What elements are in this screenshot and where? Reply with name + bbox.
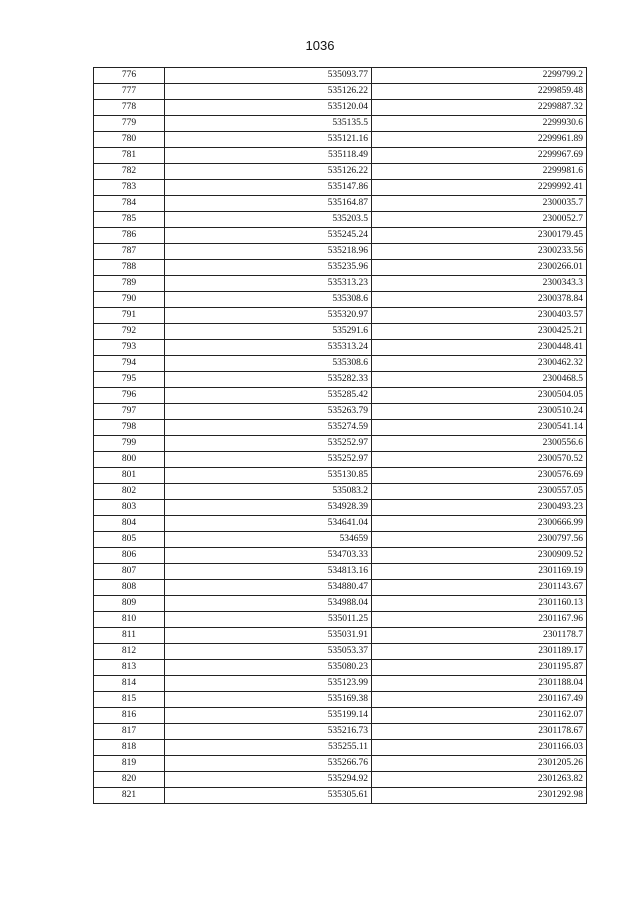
y-coordinate-cell: 2300468.5 bbox=[372, 372, 587, 388]
x-coordinate-cell: 535126.22 bbox=[165, 164, 372, 180]
point-number-cell: 819 bbox=[94, 756, 165, 772]
table-row bbox=[94, 548, 587, 564]
y-coordinate-cell: 2300343.3 bbox=[372, 276, 587, 292]
point-number-cell: 807 bbox=[94, 564, 165, 580]
y-coordinate-cell: 2300576.69 bbox=[372, 468, 587, 484]
x-coordinate-cell: 535294.92 bbox=[165, 772, 372, 788]
y-coordinate-cell: 2300493.23 bbox=[372, 500, 587, 516]
point-number-cell: 791 bbox=[94, 308, 165, 324]
point-number-cell: 809 bbox=[94, 596, 165, 612]
y-coordinate-cell: 2300909.52 bbox=[372, 548, 587, 564]
x-coordinate-cell: 534641.04 bbox=[165, 516, 372, 532]
table-row bbox=[94, 100, 587, 116]
point-number-cell: 782 bbox=[94, 164, 165, 180]
table-row bbox=[94, 116, 587, 132]
point-number-cell: 806 bbox=[94, 548, 165, 564]
y-coordinate-cell: 2299981.6 bbox=[372, 164, 587, 180]
point-number-cell: 788 bbox=[94, 260, 165, 276]
point-number-cell: 810 bbox=[94, 612, 165, 628]
point-number-cell: 805 bbox=[94, 532, 165, 548]
x-coordinate-cell: 535308.6 bbox=[165, 356, 372, 372]
point-number-cell: 784 bbox=[94, 196, 165, 212]
point-number-cell: 778 bbox=[94, 100, 165, 116]
y-coordinate-cell: 2301178.67 bbox=[372, 724, 587, 740]
x-coordinate-cell: 535093.77 bbox=[165, 68, 372, 84]
x-coordinate-cell: 535031.91 bbox=[165, 628, 372, 644]
y-coordinate-cell: 2301189.17 bbox=[372, 644, 587, 660]
x-coordinate-cell: 535203.5 bbox=[165, 212, 372, 228]
point-number-cell: 776 bbox=[94, 68, 165, 84]
y-coordinate-cell: 2301160.13 bbox=[372, 596, 587, 612]
y-coordinate-cell: 2300570.52 bbox=[372, 452, 587, 468]
table-row bbox=[94, 276, 587, 292]
x-coordinate-cell: 535080.23 bbox=[165, 660, 372, 676]
table-row bbox=[94, 692, 587, 708]
table-row bbox=[94, 404, 587, 420]
table-row bbox=[94, 644, 587, 660]
table-row bbox=[94, 788, 587, 804]
x-coordinate-cell: 535169.38 bbox=[165, 692, 372, 708]
point-number-cell: 817 bbox=[94, 724, 165, 740]
x-coordinate-cell: 535120.04 bbox=[165, 100, 372, 116]
y-coordinate-cell: 2301162.07 bbox=[372, 708, 587, 724]
table-row bbox=[94, 564, 587, 580]
x-coordinate-cell: 535218.96 bbox=[165, 244, 372, 260]
coordinates-table bbox=[93, 67, 587, 804]
y-coordinate-cell: 2300403.57 bbox=[372, 308, 587, 324]
table-row bbox=[94, 260, 587, 276]
table-body bbox=[94, 68, 587, 804]
x-coordinate-cell: 535320.97 bbox=[165, 308, 372, 324]
table-row bbox=[94, 740, 587, 756]
y-coordinate-cell: 2300448.41 bbox=[372, 340, 587, 356]
x-coordinate-cell: 535291.6 bbox=[165, 324, 372, 340]
y-coordinate-cell: 2300556.6 bbox=[372, 436, 587, 452]
table-row bbox=[94, 244, 587, 260]
point-number-cell: 821 bbox=[94, 788, 165, 804]
table-row bbox=[94, 132, 587, 148]
table-row bbox=[94, 196, 587, 212]
table-row bbox=[94, 756, 587, 772]
table-row bbox=[94, 516, 587, 532]
x-coordinate-cell: 535313.24 bbox=[165, 340, 372, 356]
table-row bbox=[94, 148, 587, 164]
x-coordinate-cell: 535011.25 bbox=[165, 612, 372, 628]
point-number-cell: 793 bbox=[94, 340, 165, 356]
x-coordinate-cell: 535118.49 bbox=[165, 148, 372, 164]
point-number-cell: 796 bbox=[94, 388, 165, 404]
table-row bbox=[94, 68, 587, 84]
x-coordinate-cell: 535285.42 bbox=[165, 388, 372, 404]
table-row bbox=[94, 724, 587, 740]
table-row bbox=[94, 532, 587, 548]
y-coordinate-cell: 2301178.7 bbox=[372, 628, 587, 644]
y-coordinate-cell: 2300557.05 bbox=[372, 484, 587, 500]
x-coordinate-cell: 535121.16 bbox=[165, 132, 372, 148]
x-coordinate-cell: 535245.24 bbox=[165, 228, 372, 244]
table-row bbox=[94, 340, 587, 356]
point-number-cell: 777 bbox=[94, 84, 165, 100]
table-row bbox=[94, 436, 587, 452]
y-coordinate-cell: 2301292.98 bbox=[372, 788, 587, 804]
x-coordinate-cell: 535252.97 bbox=[165, 452, 372, 468]
y-coordinate-cell: 2301205.26 bbox=[372, 756, 587, 772]
page-number: 1036 bbox=[305, 38, 335, 53]
table-row bbox=[94, 84, 587, 100]
y-coordinate-cell: 2299799.2 bbox=[372, 68, 587, 84]
table-row bbox=[94, 164, 587, 180]
table-row bbox=[94, 452, 587, 468]
point-number-cell: 785 bbox=[94, 212, 165, 228]
y-coordinate-cell: 2300425.21 bbox=[372, 324, 587, 340]
point-number-cell: 795 bbox=[94, 372, 165, 388]
y-coordinate-cell: 2300504.05 bbox=[372, 388, 587, 404]
x-coordinate-cell: 535274.59 bbox=[165, 420, 372, 436]
x-coordinate-cell: 535282.33 bbox=[165, 372, 372, 388]
x-coordinate-cell: 534659 bbox=[165, 532, 372, 548]
point-number-cell: 798 bbox=[94, 420, 165, 436]
x-coordinate-cell: 535083.2 bbox=[165, 484, 372, 500]
y-coordinate-cell: 2300233.56 bbox=[372, 244, 587, 260]
x-coordinate-cell: 535216.73 bbox=[165, 724, 372, 740]
y-coordinate-cell: 2299859.48 bbox=[372, 84, 587, 100]
point-number-cell: 820 bbox=[94, 772, 165, 788]
point-number-cell: 811 bbox=[94, 628, 165, 644]
point-number-cell: 787 bbox=[94, 244, 165, 260]
table-row bbox=[94, 372, 587, 388]
point-number-cell: 801 bbox=[94, 468, 165, 484]
y-coordinate-cell: 2301167.96 bbox=[372, 612, 587, 628]
y-coordinate-cell: 2299967.69 bbox=[372, 148, 587, 164]
table-row bbox=[94, 580, 587, 596]
x-coordinate-cell: 535235.96 bbox=[165, 260, 372, 276]
table-row bbox=[94, 420, 587, 436]
x-coordinate-cell: 535053.37 bbox=[165, 644, 372, 660]
point-number-cell: 781 bbox=[94, 148, 165, 164]
y-coordinate-cell: 2300666.99 bbox=[372, 516, 587, 532]
table-row bbox=[94, 388, 587, 404]
x-coordinate-cell: 535313.23 bbox=[165, 276, 372, 292]
table-row bbox=[94, 292, 587, 308]
x-coordinate-cell: 534703.33 bbox=[165, 548, 372, 564]
point-number-cell: 794 bbox=[94, 356, 165, 372]
y-coordinate-cell: 2300035.7 bbox=[372, 196, 587, 212]
table-row bbox=[94, 708, 587, 724]
point-number-cell: 816 bbox=[94, 708, 165, 724]
table-row bbox=[94, 468, 587, 484]
table-row bbox=[94, 660, 587, 676]
table-row bbox=[94, 180, 587, 196]
y-coordinate-cell: 2301263.82 bbox=[372, 772, 587, 788]
x-coordinate-cell: 535164.87 bbox=[165, 196, 372, 212]
table-row bbox=[94, 308, 587, 324]
y-coordinate-cell: 2300266.01 bbox=[372, 260, 587, 276]
point-number-cell: 804 bbox=[94, 516, 165, 532]
x-coordinate-cell: 535135.5 bbox=[165, 116, 372, 132]
x-coordinate-cell: 534988.04 bbox=[165, 596, 372, 612]
y-coordinate-cell: 2299930.6 bbox=[372, 116, 587, 132]
table-row bbox=[94, 628, 587, 644]
table-row bbox=[94, 228, 587, 244]
x-coordinate-cell: 534813.16 bbox=[165, 564, 372, 580]
y-coordinate-cell: 2300179.45 bbox=[372, 228, 587, 244]
point-number-cell: 789 bbox=[94, 276, 165, 292]
x-coordinate-cell: 535147.86 bbox=[165, 180, 372, 196]
y-coordinate-cell: 2301169.19 bbox=[372, 564, 587, 580]
table-row bbox=[94, 324, 587, 340]
table-row bbox=[94, 356, 587, 372]
point-number-cell: 790 bbox=[94, 292, 165, 308]
y-coordinate-cell: 2299887.32 bbox=[372, 100, 587, 116]
table-row bbox=[94, 772, 587, 788]
point-number-cell: 814 bbox=[94, 676, 165, 692]
point-number-cell: 797 bbox=[94, 404, 165, 420]
table-row bbox=[94, 596, 587, 612]
y-coordinate-cell: 2300462.32 bbox=[372, 356, 587, 372]
table-row bbox=[94, 212, 587, 228]
x-coordinate-cell: 535123.99 bbox=[165, 676, 372, 692]
table-row bbox=[94, 612, 587, 628]
y-coordinate-cell: 2301188.04 bbox=[372, 676, 587, 692]
x-coordinate-cell: 535126.22 bbox=[165, 84, 372, 100]
point-number-cell: 815 bbox=[94, 692, 165, 708]
point-number-cell: 780 bbox=[94, 132, 165, 148]
y-coordinate-cell: 2299992.41 bbox=[372, 180, 587, 196]
x-coordinate-cell: 535199.14 bbox=[165, 708, 372, 724]
table-row bbox=[94, 484, 587, 500]
point-number-cell: 813 bbox=[94, 660, 165, 676]
x-coordinate-cell: 535305.61 bbox=[165, 788, 372, 804]
x-coordinate-cell: 534928.39 bbox=[165, 500, 372, 516]
x-coordinate-cell: 535252.97 bbox=[165, 436, 372, 452]
x-coordinate-cell: 535255.11 bbox=[165, 740, 372, 756]
y-coordinate-cell: 2299961.89 bbox=[372, 132, 587, 148]
point-number-cell: 802 bbox=[94, 484, 165, 500]
point-number-cell: 808 bbox=[94, 580, 165, 596]
y-coordinate-cell: 2300797.56 bbox=[372, 532, 587, 548]
y-coordinate-cell: 2300052.7 bbox=[372, 212, 587, 228]
table-row bbox=[94, 676, 587, 692]
x-coordinate-cell: 535308.6 bbox=[165, 292, 372, 308]
point-number-cell: 799 bbox=[94, 436, 165, 452]
point-number-cell: 800 bbox=[94, 452, 165, 468]
y-coordinate-cell: 2301166.03 bbox=[372, 740, 587, 756]
y-coordinate-cell: 2301143.67 bbox=[372, 580, 587, 596]
y-coordinate-cell: 2301195.87 bbox=[372, 660, 587, 676]
x-coordinate-cell: 535263.79 bbox=[165, 404, 372, 420]
y-coordinate-cell: 2300510.24 bbox=[372, 404, 587, 420]
point-number-cell: 812 bbox=[94, 644, 165, 660]
point-number-cell: 786 bbox=[94, 228, 165, 244]
point-number-cell: 779 bbox=[94, 116, 165, 132]
y-coordinate-cell: 2300541.14 bbox=[372, 420, 587, 436]
point-number-cell: 783 bbox=[94, 180, 165, 196]
table-row bbox=[94, 500, 587, 516]
y-coordinate-cell: 2301167.49 bbox=[372, 692, 587, 708]
point-number-cell: 803 bbox=[94, 500, 165, 516]
x-coordinate-cell: 535266.76 bbox=[165, 756, 372, 772]
x-coordinate-cell: 535130.85 bbox=[165, 468, 372, 484]
point-number-cell: 818 bbox=[94, 740, 165, 756]
x-coordinate-cell: 534880.47 bbox=[165, 580, 372, 596]
point-number-cell: 792 bbox=[94, 324, 165, 340]
y-coordinate-cell: 2300378.84 bbox=[372, 292, 587, 308]
